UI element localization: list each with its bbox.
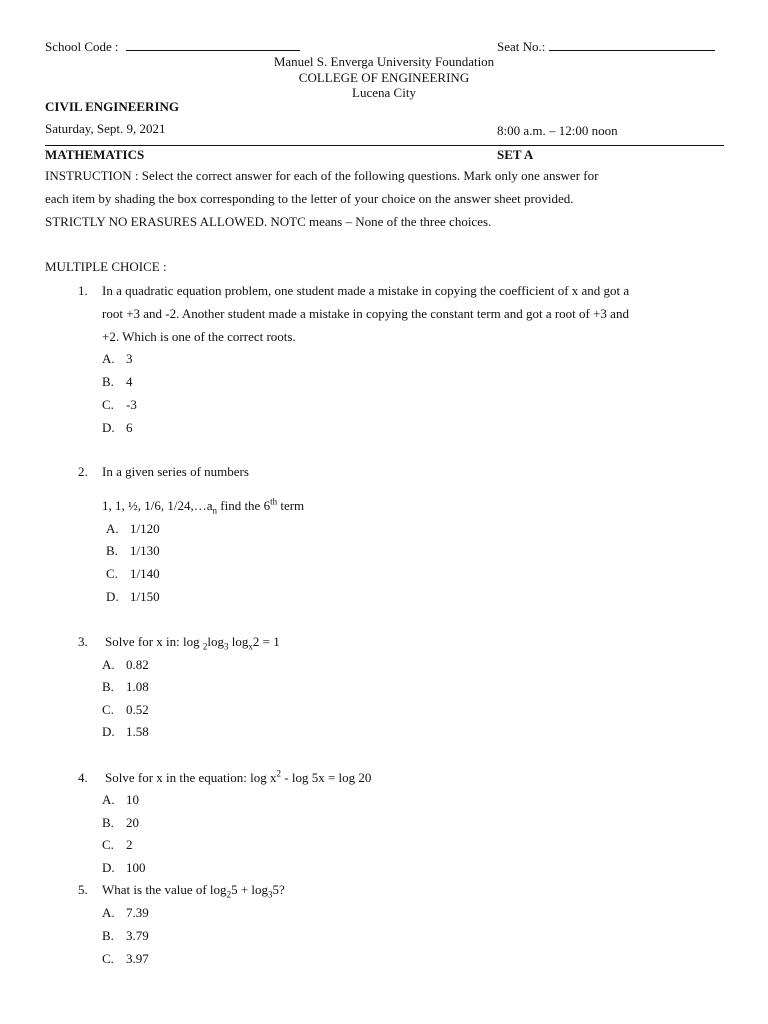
exam-date: Saturday, Sept. 9, 2021 [45, 121, 166, 136]
question-4-option-b[interactable]: B. 20 [102, 815, 139, 830]
question-4-text: Solve for x in the equation: $\log x^2 - \log 5x = \log 20$ [105, 768, 372, 785]
question-1-text-line-1: In a quadratic equation problem, one student made a mistake in copying the coefficient of x and got a [102, 283, 630, 298]
college-name: COLLEGE OF ENGINEERING [298, 70, 470, 85]
question-1-option-c[interactable]: C. -3 [102, 397, 137, 412]
question-2-option-d[interactable]: D. 1/150 [106, 589, 160, 604]
question-2-text: In a given series of numbers [102, 464, 249, 479]
seat-no-label: Seat No.: [497, 39, 546, 54]
question-2-option-b[interactable]: B. 1/130 [106, 543, 160, 558]
city-name: Lucena City [352, 85, 416, 100]
school-code-blank [126, 39, 300, 51]
question-3-number: 3. [78, 634, 88, 649]
question-3-option-a[interactable]: A. 0.82 [102, 657, 149, 672]
question-1-option-b[interactable]: B. 4 [102, 374, 133, 389]
school-code-label: School Code : [45, 39, 119, 54]
question-3-option-c[interactable]: C. 0.52 [102, 702, 149, 717]
question-1-option-a[interactable]: A. 3 [102, 351, 133, 366]
question-5-option-b[interactable]: B. 3.79 [102, 928, 149, 943]
question-5-text: What is the value of $\log_25 + \log_35$? [102, 882, 285, 900]
question-5-option-c[interactable]: C. 3.97 [102, 951, 149, 966]
instruction-line-2: each item by shading the box corresponding to the letter of your choice on the answer sheet provided. [45, 191, 574, 206]
question-4-option-a[interactable]: A. 10 [102, 792, 139, 807]
question-2-option-a[interactable]: A. 1/120 [106, 521, 160, 536]
question-1-text-line-3: +2. Which is one of the correct roots. [102, 329, 296, 344]
subject-title: MATHEMATICS [45, 147, 145, 162]
department-title: CIVIL ENGINEERING [45, 99, 180, 114]
question-4-number: 4. [78, 770, 88, 785]
seat-no-blank [549, 39, 715, 51]
question-5-number: 5. [78, 882, 88, 897]
set-label: SET A [497, 147, 534, 162]
question-1-text-line-2: root +3 and -2. Another student made a mistake in copying the constant term and got a root of +3 and [102, 306, 629, 321]
instruction-line-3: STRICTLY NO ERASURES ALLOWED. NOTC means – None of the three choices. [45, 214, 492, 229]
exam-time: 8:00 a.m. – 12:00 noon [497, 123, 618, 138]
question-2-number: 2. [78, 464, 88, 479]
question-5-option-a[interactable]: A. 7.39 [102, 905, 149, 920]
instruction-line-1: INSTRUCTION : Select the correct answer for each of the following questions. Mark only one answer for [45, 168, 599, 183]
question-2-option-c[interactable]: C. 1/140 [106, 566, 160, 581]
section-title: MULTIPLE CHOICE : [45, 259, 167, 274]
question-1-number: 1. [78, 283, 88, 298]
question-3-text: Solve for x in: $\log _2\log_3$ $\log_x2 = 1$ [105, 634, 280, 652]
question-4-option-c[interactable]: C. 2 [102, 837, 133, 852]
university-name: Manuel S. Enverga University Foundation [273, 54, 495, 69]
question-4-option-d[interactable]: D. 100 [102, 860, 146, 875]
question-3-option-b[interactable]: B. 1.08 [102, 679, 149, 694]
question-3-option-d[interactable]: D. 1.58 [102, 724, 149, 739]
question-1-option-d[interactable]: D. 6 [102, 420, 133, 435]
header-divider [45, 145, 724, 146]
question-2-series: 1, 1, ½, 1/6, $1/24,\dots a_n$ find the 6th term [102, 496, 305, 516]
